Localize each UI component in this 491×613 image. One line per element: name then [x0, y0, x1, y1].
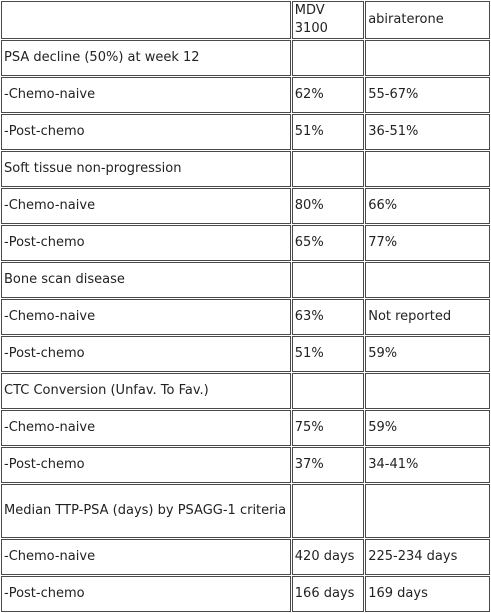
row-label: -Post-chemo: [1, 576, 291, 612]
row-label: Median TTP-PSA (days) by PSAGG-1 criteria: [1, 484, 291, 538]
table-row: [1, 114, 490, 150]
mdv3100-value: 51%: [292, 336, 364, 372]
header-cell-mdv3100: MDV 3100: [292, 1, 364, 39]
table-row: [1, 225, 490, 261]
mdv3100-value: [292, 373, 364, 409]
mdv3100-value: 63%: [292, 299, 364, 335]
mdv3100-value: 166 days: [292, 576, 364, 612]
abiraterone-value: 66%: [365, 188, 490, 224]
abiraterone-value: [365, 373, 490, 409]
mdv3100-value: 62%: [292, 77, 364, 113]
abiraterone-value: 34-41%: [365, 447, 490, 483]
row-label: -Post-chemo: [1, 336, 291, 372]
table-row: [1, 576, 490, 612]
mdv3100-value: [292, 484, 364, 538]
mdv3100-value: [292, 151, 364, 187]
table-row: [1, 539, 490, 575]
mdv3100-value: [292, 262, 364, 298]
abiraterone-value: 77%: [365, 225, 490, 261]
row-label: -Post-chemo: [1, 447, 291, 483]
row-label: -Chemo-naive: [1, 410, 291, 446]
row-label: PSA decline (50%) at week 12: [1, 40, 291, 76]
table-header-row: [1, 1, 490, 39]
mdv3100-value: [292, 40, 364, 76]
table-row: [1, 484, 490, 538]
row-label: -Chemo-naive: [1, 188, 291, 224]
mdv3100-value: 80%: [292, 188, 364, 224]
table-row: [1, 447, 490, 483]
header-cell-abiraterone: abiraterone: [365, 1, 490, 39]
abiraterone-value: [365, 262, 490, 298]
mdv3100-value: 75%: [292, 410, 364, 446]
table-row: [1, 410, 490, 446]
abiraterone-value: 59%: [365, 410, 490, 446]
mdv3100-value: 37%: [292, 447, 364, 483]
abiraterone-value: [365, 151, 490, 187]
abiraterone-value: [365, 484, 490, 538]
abiraterone-value: 169 days: [365, 576, 490, 612]
table-row: [1, 336, 490, 372]
table-row: [1, 262, 490, 298]
table-row: [1, 299, 490, 335]
mdv3100-value: 51%: [292, 114, 364, 150]
table-row: [1, 373, 490, 409]
row-label: Soft tissue non-progression: [1, 151, 291, 187]
row-label: CTC Conversion (Unfav. To Fav.): [1, 373, 291, 409]
row-label: -Post-chemo: [1, 114, 291, 150]
row-label: -Chemo-naive: [1, 299, 291, 335]
row-label: Bone scan disease: [1, 262, 291, 298]
row-label: -Chemo-naive: [1, 77, 291, 113]
abiraterone-value: 55-67%: [365, 77, 490, 113]
table-row: [1, 151, 490, 187]
mdv3100-value: 65%: [292, 225, 364, 261]
row-label: -Chemo-naive: [1, 539, 291, 575]
table-row: [1, 40, 490, 76]
table-row: [1, 77, 490, 113]
abiraterone-value: Not reported: [365, 299, 490, 335]
abiraterone-value: 36-51%: [365, 114, 490, 150]
abiraterone-value: 225-234 days: [365, 539, 490, 575]
row-label: -Post-chemo: [1, 225, 291, 261]
abiraterone-value: [365, 40, 490, 76]
abiraterone-value: 59%: [365, 336, 490, 372]
header-cell-empty: [1, 1, 291, 39]
table-row: [1, 188, 490, 224]
mdv3100-value: 420 days: [292, 539, 364, 575]
